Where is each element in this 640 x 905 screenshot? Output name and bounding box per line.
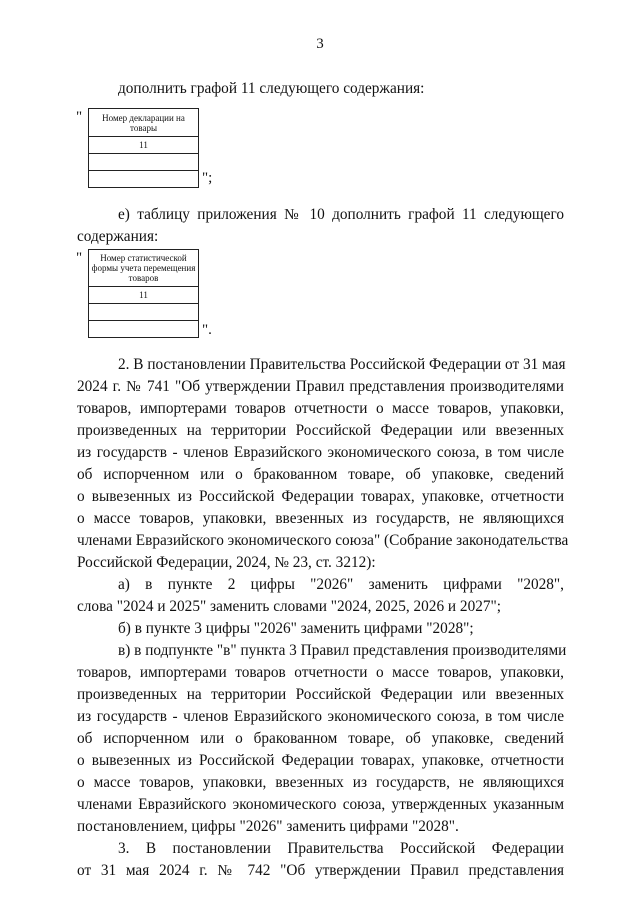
- table1-empty-row: [89, 171, 199, 188]
- para2-line: о массе товаров, упаковки, ввезенных из государств, не являющихся: [77, 510, 564, 527]
- table1-close-quote: ";: [202, 170, 213, 186]
- subitem-v-line: об испорченном или о бракованном товаре, об упаковке, сведений: [77, 730, 564, 747]
- table2-empty-row: [89, 304, 199, 321]
- intro-line: дополнить графой 11 следующего содержания:: [118, 80, 425, 97]
- para2-line: о вывезенных из Российской Федерации товарах, упаковке, отчетности: [77, 488, 564, 505]
- subitem-v-line: товаров, импортерами товаров отчетности о массе товаров, упаковки,: [77, 664, 564, 681]
- para2-line: 2024 г. № 741 "Об утверждении Правил представления производителями: [77, 378, 564, 395]
- table2-close-quote: ".: [202, 322, 212, 338]
- para2-line: Российской Федерации, 2024, № 23, ст. 3212):: [77, 554, 376, 571]
- para3-line: от 31 мая 2024 г. № 742 "Об утверждении Правил представления: [77, 862, 564, 879]
- subitem-v-line: в) в подпункте "в" пункта 3 Правил представления производителями: [118, 642, 567, 659]
- item-e-line2: содержания:: [77, 228, 159, 245]
- subitem-a-line: а) в пункте 2 цифры "2026" заменить цифрами "2028",: [118, 576, 564, 593]
- subitem-v-line: из государств - членов Евразийского экономического союза, в том числе: [77, 708, 564, 725]
- table1-open-quote: ": [76, 109, 83, 125]
- subitem-a-line: слова "2024 и 2025" заменить словами "2024, 2025, 2026 и 2027";: [77, 598, 502, 615]
- subitem-v-line: произведенных на территории Российской Федерации или ввезенных: [77, 686, 564, 703]
- subitem-v-line: постановлением, цифры "2026" заменить цифрами "2028".: [77, 818, 459, 835]
- table2-column-number: 11: [89, 287, 199, 304]
- subitem-b-line: б) в пункте 3 цифры "2026" заменить цифрами "2028";: [118, 620, 474, 637]
- table1-column-number: 11: [89, 137, 199, 154]
- table2-open-quote: ": [76, 250, 83, 266]
- subitem-v-line: о массе товаров, упаковки, ввезенных из государств, не являющихся: [77, 774, 564, 791]
- para3-line: 3. В постановлении Правительства Российской Федерации: [118, 840, 564, 857]
- para2-line: об испорченном или о бракованном товаре, об упаковке, сведений: [77, 466, 564, 483]
- table2-header: Номер статистической формы учета перемещения товаров: [89, 250, 199, 287]
- para2-line: членами Евразийского экономического союза" (Собрание законодательства: [77, 532, 569, 549]
- table2-empty-row: [89, 321, 199, 338]
- subitem-v-line: членами Евразийского экономического союза, утвержденных указанным: [77, 796, 564, 813]
- table1-empty-row: [89, 154, 199, 171]
- para2-line: товаров, импортерами товаров отчетности о массе товаров, упаковки,: [77, 400, 564, 417]
- statistical-form-table: [88, 249, 199, 338]
- item-e-line1: е) таблицу приложения № 10 дополнить графой 11 следующего: [118, 206, 564, 223]
- declaration-table: [88, 108, 199, 188]
- subitem-v-line: о вывезенных из Российской Федерации товарах, упаковке, отчетности: [77, 752, 564, 769]
- para2-line: произведенных на территории Российской Федерации или ввезенных: [77, 422, 564, 439]
- page-number: 3: [316, 36, 324, 52]
- para2-line: 2. В постановлении Правительства Российской Федерации от 31 мая: [118, 356, 566, 373]
- table1-header: Номер декларации на товары: [89, 109, 199, 137]
- para2-line: из государств - членов Евразийского экономического союза, в том числе: [77, 444, 564, 461]
